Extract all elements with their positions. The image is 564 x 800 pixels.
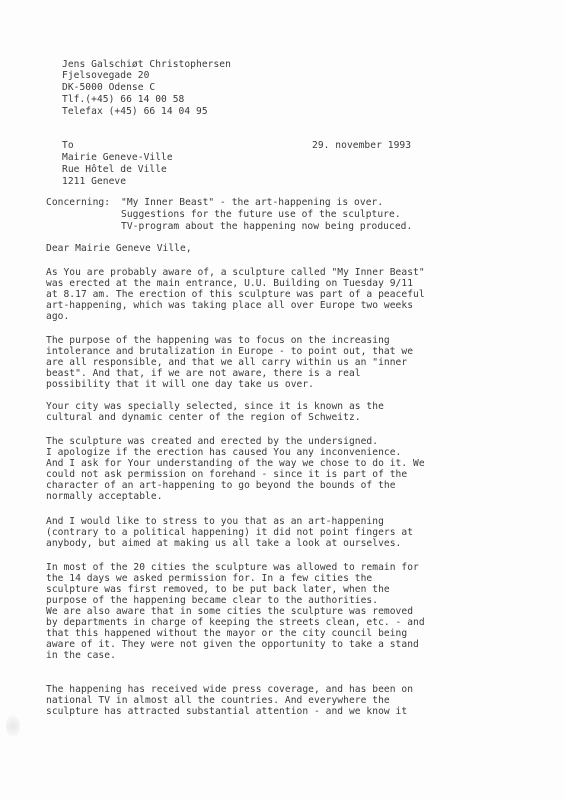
subject-line-1: "My Inner Beast" - the art-happening is over. <box>121 197 384 208</box>
paragraph-line: that this happened without the mayor or the city council being <box>46 628 408 639</box>
paragraph-line: at 8.17 am. The erection of this sculpture was part of a peaceful <box>46 289 425 300</box>
paragraph-line: Your city was specially selected, since it is known as the <box>46 401 384 412</box>
paragraph-line: As You are probably aware of, a sculpture called "My Inner Beast" <box>46 267 425 278</box>
paragraph-4 <box>46 436 425 502</box>
subject-line-3: TV-program about the happening now being produced. <box>121 221 413 232</box>
sender-city: DK-5000 Odense C <box>62 82 156 93</box>
paragraph-2 <box>46 335 413 390</box>
paragraph-line: The purpose of the happening was to focus on the increasing <box>46 335 390 346</box>
paragraph-line: The happening has received wide press coverage, and has been on <box>46 684 414 695</box>
paragraph-5 <box>46 516 413 549</box>
sender-fax: Telefax (+45) 66 14 04 95 <box>62 106 208 117</box>
paragraph-line: possibility that it will one day take us over. <box>46 379 314 390</box>
paragraph-line: in the case. <box>46 650 116 661</box>
recipient-to-label: To <box>62 140 74 151</box>
paragraph-line: are all responsible, and that we all carry within us an "inner <box>46 357 408 368</box>
paragraph-1 <box>46 267 425 322</box>
paragraph-line: beast". And that, if we are not aware, there is a real <box>46 368 361 379</box>
paragraph-line: the 14 days we asked permission for. In a few cities the <box>46 573 373 584</box>
recipient-line-3: 1211 Geneve <box>62 176 127 187</box>
paragraph-line: (contrary to a political happening) it did not point fingers at <box>46 527 414 538</box>
sender-name: Jens Galschiøt Christophersen <box>62 59 231 70</box>
paragraph-line: sculpture was first removed, to be put back later, when the <box>46 584 390 595</box>
paragraph-line: ago. <box>46 311 70 322</box>
paragraph-line: character of an art-happening to go beyond the bounds of the <box>46 480 396 491</box>
paragraph-line: And I would like to stress to you that as an art-happening <box>46 516 384 527</box>
subject-line-2: Suggestions for the future use of the sculpture. <box>121 209 401 220</box>
paragraph-line: And I ask for Your understanding of the way we chose to do it. We <box>46 458 425 469</box>
paragraph-line: The sculpture was created and erected by the undersigned. <box>46 436 379 447</box>
paragraph-3 <box>46 401 384 423</box>
paragraph-line: We are also aware that in some cities the sculpture was removed <box>46 606 414 617</box>
paragraph-line: national TV in almost all the countries. And everywhere the <box>46 695 390 706</box>
paragraph-line: anybody, but aimed at making us all take a look at ourselves. <box>46 538 402 549</box>
salutation: Dear Mairie Geneve Ville, <box>46 243 192 254</box>
paragraph-line: cultural and dynamic center of the region of Schweitz. <box>46 412 361 423</box>
sender-phone: Tlf.(+45) 66 14 00 58 <box>62 94 185 105</box>
paragraph-6 <box>46 562 425 661</box>
paragraph-line: art-happening, which was taking place all over Europe two weeks <box>46 300 414 311</box>
subject-label: Concerning: <box>46 197 111 208</box>
letter-date: 29. november 1993 <box>312 140 412 151</box>
paper-smudge <box>6 715 20 737</box>
paragraph-line: sculpture has attracted substantial attention - and we know it <box>46 706 408 717</box>
paragraph-line: was erected at the main entrance, U.U. Building on Tuesday 9/11 <box>46 278 414 289</box>
paragraph-line: by departments in charge of keeping the streets clean, etc. - and <box>46 617 425 628</box>
recipient-line-1: Mairie Geneve-Ville <box>62 152 173 163</box>
recipient-line-2: Rue Hôtel de Ville <box>62 164 167 175</box>
paragraph-line: aware of it. They were not given the opportunity to take a stand <box>46 639 419 650</box>
paragraph-line: normally acceptable. <box>46 491 163 502</box>
paragraph-line: In most of the 20 cities the sculpture was allowed to remain for <box>46 562 419 573</box>
paragraph-7 <box>46 684 413 717</box>
paragraph-line: could not ask permission on forehand - since it is part of the <box>46 469 408 480</box>
sender-street: Fjelsovegade 20 <box>62 70 150 81</box>
paragraph-line: purpose of the happening became clear to the authorities. <box>46 595 379 606</box>
paragraph-line: intolerance and brutalization in Europe - to point out, that we <box>46 346 414 357</box>
paragraph-line: I apologize if the erection has caused You any inconvenience. <box>46 447 402 458</box>
